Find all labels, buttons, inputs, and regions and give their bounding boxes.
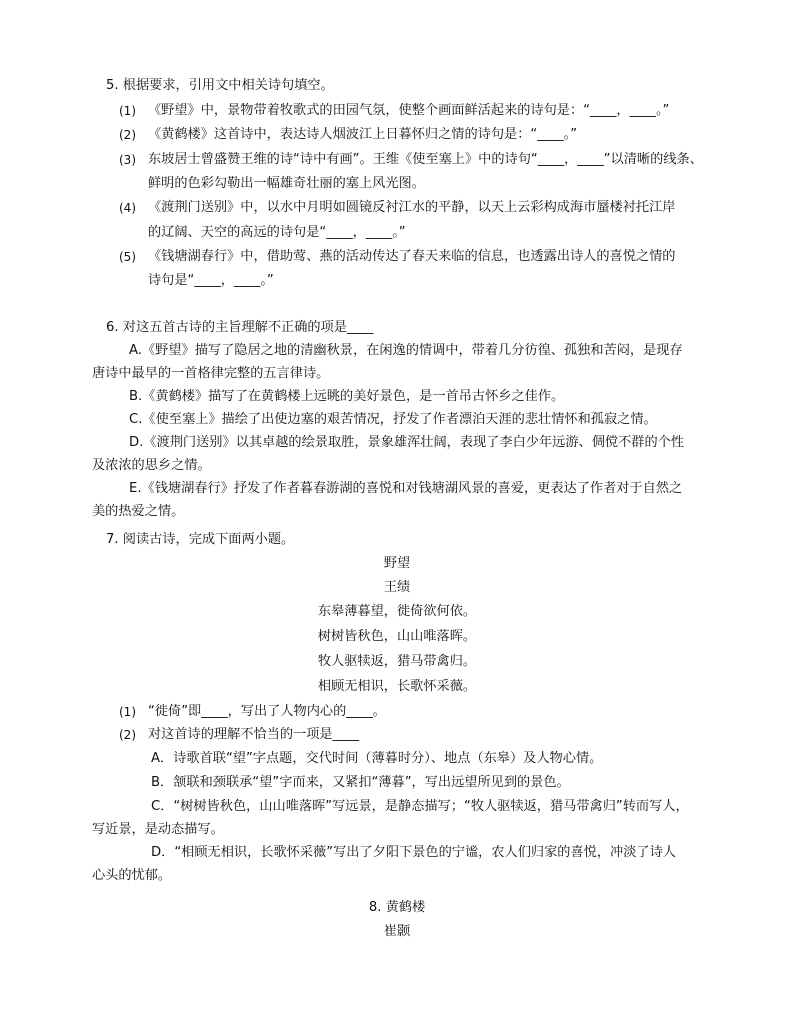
q5-item-5-line-1: 《钱塘湖春行》中，借助莺、燕的活动传达了春天来临的信息，也透露出诗人的喜悦之情的 xyxy=(148,249,676,264)
q7-sub2-option-d-line-2: 心头的忧郁。 xyxy=(92,868,172,883)
q6-option-b: B.《黄鹤楼》描写了在黄鹤楼上远眺的美好景色，是一首吊古怀乡之佳作。 xyxy=(129,389,565,404)
q5-heading: 5. 根据要求，引用文中相关诗句填空。 xyxy=(106,78,334,93)
q5-item-1-number: (1) xyxy=(119,104,136,118)
q8-author: 崔颢 xyxy=(383,924,411,939)
q7-sub2-number: (2) xyxy=(119,728,136,742)
q5-item-4-number: (4) xyxy=(119,201,136,215)
q7-sub2-option-c-line-2: 写近景，是动态描写。 xyxy=(92,822,224,837)
poem-title: 野望 xyxy=(383,556,411,571)
q5-item-5-number: (5) xyxy=(119,250,136,264)
poem-line-3: 牧人驱犊返，猎马带禽归。 xyxy=(317,654,477,669)
q5-item-3-number: (3) xyxy=(119,153,136,167)
q7-sub1-number: (1) xyxy=(119,705,136,719)
q7-sub2-option-c-line-1: C．“树树皆秋色，山山唯落晖”写远景，是静态描写；“牧人驱犊返，猎马带禽归”转而写人， xyxy=(151,799,689,814)
q5-item-2-line-1: 《黄鹤楼》这首诗中，表达诗人烟波江上日暮怀归之情的诗句是：“____。” xyxy=(148,127,578,142)
q6-option-a-line-1: A.《野望》描写了隐居之地的清幽秋景，在闲逸的情调中，带着几分彷徨、孤独和苦闷，是现存 xyxy=(129,343,683,358)
q5-item-4-line-2: 的辽阔、天空的高远的诗句是“____，____。” xyxy=(148,225,406,240)
q5-item-3-line-2: 鲜明的色彩勾勒出一幅雄奇壮丽的塞上风光图。 xyxy=(148,176,425,191)
q5-item-3-line-1: 东坡居士曾盛赞王维的诗“诗中有画”。王维《使至塞上》中的诗句“____，____”以清晰的线条、 xyxy=(148,152,703,167)
q8-heading: 8. 黄鹤楼 xyxy=(368,900,426,915)
q5-item-1-line-1: 《野望》中，景物带着牧歌式的田园气氛，使整个画面鲜活起来的诗句是：“____，____。” xyxy=(148,103,670,118)
q7-heading: 7. 阅读古诗，完成下面两小题。 xyxy=(106,532,295,547)
q6-option-e-line-1: E.《钱塘湖春行》抒发了作者暮春游湖的喜悦和对钱塘湖风景的喜爱，更表达了作者对于自然之 xyxy=(129,481,683,496)
poem-line-1: 东皋薄暮望，徙倚欲何依。 xyxy=(317,604,477,619)
q7-sub2-text: 对这首诗的理解不恰当的一项是____ xyxy=(148,727,359,742)
q7-sub1-text: “徙倚”即____，写出了人物内心的____。 xyxy=(148,704,386,719)
poem-line-2: 树树皆秋色，山山唯落晖。 xyxy=(317,629,477,644)
q6-option-e-line-2: 美的热爱之情。 xyxy=(92,504,185,519)
q5-item-5-line-2: 诗句是“____，____。” xyxy=(148,273,274,288)
q7-sub2-option-a: A．诗歌首联“望”字点题，交代时间（薄暮时分）、地点（东皋）及人物心情。 xyxy=(151,751,603,766)
q5-item-2-number: (2) xyxy=(119,128,136,142)
q6-option-d-line-1: D.《渡荆门送别》以其卓越的绘景取胜，景象雄浑壮阔，表现了李白少年远游、倜傥不群的个性 xyxy=(129,435,685,450)
poem-author: 王绩 xyxy=(383,580,411,595)
q6-option-d-line-2: 及浓浓的思乡之情。 xyxy=(92,458,211,473)
q6-option-c: C.《使至塞上》描绘了出使边塞的艰苦情况，抒发了作者漂泊天涯的悲壮情怀和孤寂之情。 xyxy=(129,412,657,427)
q6-option-a-line-2: 唐诗中最早的一首格律完整的五言律诗。 xyxy=(92,366,330,381)
poem-line-4: 相顾无相识，长歌怀采薇。 xyxy=(317,679,477,694)
q7-sub2-option-d-line-1: D．“相顾无相识，长歌怀采薇”写出了夕阳下景色的宁谧，农人们归家的喜悦，冲淡了诗人 xyxy=(151,845,676,860)
q7-sub2-option-b: B．颔联和颈联承“望”字而来，又紧扣“薄暮”，写出远望所见到的景色。 xyxy=(151,775,570,790)
q6-heading: 6. 对这五首古诗的主旨理解不正确的项是____ xyxy=(106,320,374,335)
q5-item-4-line-1: 《渡荆门送别》中，以水中月明如圆镜反衬江水的平静，以天上云彩构成海市蜃楼衬托江岸 xyxy=(148,200,676,215)
